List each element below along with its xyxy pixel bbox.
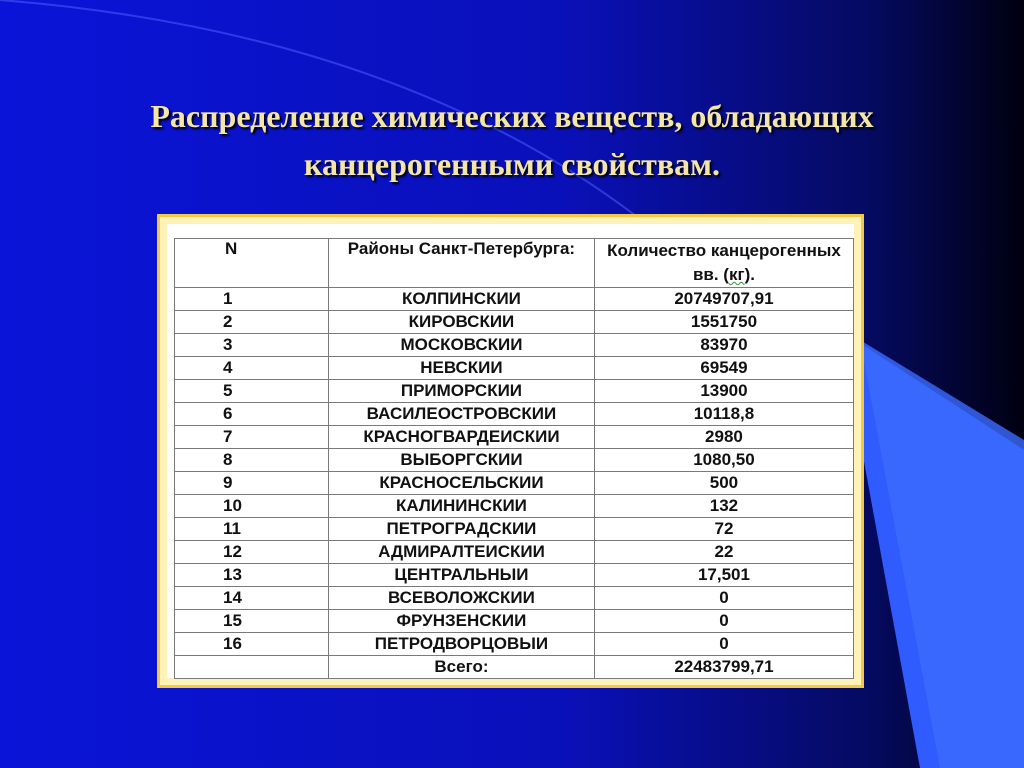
cell-n: 4 [175, 357, 329, 380]
table-row [175, 426, 854, 449]
cell-amount: 500 [594, 472, 853, 495]
cell-amount: 20749707,91 [594, 288, 853, 311]
table-row [175, 403, 854, 426]
cell-district: КРАСНОСЕЛЬСКИИ [329, 472, 595, 495]
cell-amount: 83970 [594, 334, 853, 357]
cell-district: ВАСИЛЕОСТРОВСКИИ [329, 403, 595, 426]
cell-amount: 10118,8 [594, 403, 853, 426]
cell-district: ЦЕНТРАЛЬНЫИ [329, 564, 595, 587]
cell-n: 15 [175, 610, 329, 633]
cell-n: 3 [175, 334, 329, 357]
cell-n: 2 [175, 311, 329, 334]
cell-amount: 1080,50 [594, 449, 853, 472]
cell-n: 14 [175, 587, 329, 610]
header-n: N [175, 239, 329, 288]
title-line-1: Распределение химических веществ, обладающих [150, 98, 874, 134]
cell-district: НЕВСКИИ [329, 357, 595, 380]
table-row [175, 472, 854, 495]
cell-n: 1 [175, 288, 329, 311]
cell-n: 9 [175, 472, 329, 495]
carcinogen-table [174, 238, 854, 679]
cell-district: КОЛПИНСКИИ [329, 288, 595, 311]
table-row [175, 610, 854, 633]
table-header-row [175, 239, 854, 288]
cell-n: 8 [175, 449, 329, 472]
slide-title [0, 92, 1024, 188]
cell-district: ПЕТРОДВОРЦОВЫИ [329, 633, 595, 656]
total-label: Всего: [329, 656, 595, 679]
table-row [175, 541, 854, 564]
cell-n: 6 [175, 403, 329, 426]
table-row [175, 288, 854, 311]
header-district: Районы Санкт-Петербурга: [329, 239, 595, 288]
cell-n: 11 [175, 518, 329, 541]
cell-district: ПЕТРОГРАДСКИИ [329, 518, 595, 541]
cell-district: ФРУНЗЕНСКИИ [329, 610, 595, 633]
cell-district: КРАСНОГВАРДЕИСКИИ [329, 426, 595, 449]
cell-district: ВСЕВОЛОЖСКИИ [329, 587, 595, 610]
table-row [175, 380, 854, 403]
cell-n: 12 [175, 541, 329, 564]
table-row [175, 495, 854, 518]
cell-district: ПРИМОРСКИИ [329, 380, 595, 403]
table-row [175, 633, 854, 656]
header-amount-line2-suffix: ). [744, 265, 755, 284]
cell-district: АДМИРАЛТЕИСКИИ [329, 541, 595, 564]
cell-amount: 132 [594, 495, 853, 518]
table-row [175, 357, 854, 380]
table-row [175, 311, 854, 334]
cell-amount: 72 [594, 518, 853, 541]
table-frame [157, 214, 864, 688]
table-sheet [167, 224, 854, 678]
table-row [175, 587, 854, 610]
title-line-2: канцерогенными свойствам. [304, 146, 720, 182]
table-row [175, 564, 854, 587]
cell-n: 16 [175, 633, 329, 656]
cell-amount: 0 [594, 633, 853, 656]
header-amount [594, 239, 853, 288]
cell-amount: 69549 [594, 357, 853, 380]
cell-n: 13 [175, 564, 329, 587]
table-row [175, 518, 854, 541]
cell-district: КИРОВСКИИ [329, 311, 595, 334]
cell-district: ВЫБОРГСКИИ [329, 449, 595, 472]
cell-amount: 1551750 [594, 311, 853, 334]
cell-amount: 0 [594, 587, 853, 610]
cell-n: 7 [175, 426, 329, 449]
cell-amount: 2980 [594, 426, 853, 449]
total-amount: 22483799,71 [594, 656, 853, 679]
table-row [175, 449, 854, 472]
cell-district: МОСКОВСКИИ [329, 334, 595, 357]
cell-amount: 17,501 [594, 564, 853, 587]
header-amount-unit: кг [728, 265, 745, 284]
table-total-row [175, 656, 854, 679]
cell-n: 5 [175, 380, 329, 403]
cell-amount: 22 [594, 541, 853, 564]
cell-n-empty [175, 656, 329, 679]
table-row [175, 334, 854, 357]
cell-district: КАЛИНИНСКИИ [329, 495, 595, 518]
cell-amount: 0 [594, 610, 853, 633]
header-amount-line2-prefix: вв. ( [692, 265, 729, 284]
cell-n: 10 [175, 495, 329, 518]
header-amount-line1: Количество канцерогенных [607, 241, 841, 260]
cell-amount: 13900 [594, 380, 853, 403]
